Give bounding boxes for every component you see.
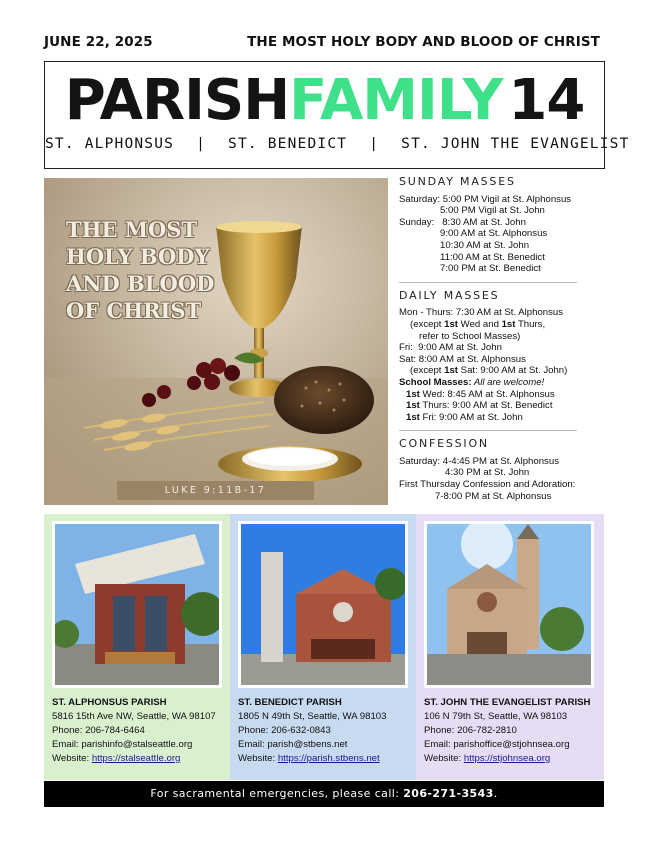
parish-email: Email: parish@stbens.net [238,739,348,750]
emergency-phone: 206-271-3543 [403,787,494,800]
hero-image [44,178,388,505]
website-label: Website: [424,753,464,764]
confession-row: 4:30 PM at St. John [445,467,530,479]
st-john-photo [424,521,594,688]
footer-end: . [493,787,498,800]
daily-bold: 1st [406,388,420,400]
top-line [44,34,600,50]
daily-row: Fri: 9:00 AM at St. John [399,342,502,354]
sunday-row: 9:00 AM at St. Alphonsus [440,228,548,240]
school-text: Wed: 8:45 AM at St. Alphonsus [419,388,555,400]
website-label: Website: [52,753,92,764]
parish-website-link[interactable]: https://parish.stbens.net [277,753,380,764]
school-row [399,412,577,424]
parish-email: Email: parishinfo@stalseattle.org [52,739,193,750]
parish-phone: Phone: 206-632-0843 [238,725,331,736]
daily-bold: 1st [444,365,459,377]
school-masses-row [399,377,577,389]
daily-bold: 1st [406,411,420,423]
parish-name: ST. ALPHONSUS PARISH [52,697,167,708]
masthead-separator: | [369,136,380,152]
confession-row: Saturday: 4-4:45 PM at St. Alphonsus [399,455,559,467]
parish-website-link[interactable]: https://stalseattle.org [91,753,181,764]
emergency-footer [44,781,604,807]
daily-text: Wed and [458,318,502,330]
school-masses-note: All are welcome! [471,376,545,388]
parish-address: 106 N 79th St, Seattle, WA 98103 [424,711,568,722]
parish-address: 5816 15th Ave NW, Seattle, WA 98107 [52,711,216,722]
masthead-title-parish: PARISH [64,68,290,133]
daily-bold: 1st [406,400,420,412]
confession-row: 7-8:00 PM at St. Alphonsus [435,490,552,502]
website-label: Website: [238,753,278,764]
parish-website-row [52,752,226,766]
daily-text: Sat: 9:00 AM at St. John) [458,365,568,377]
parish-info [424,696,600,766]
daily-row [399,365,577,377]
sunday-row: 10:30 AM at St. John [440,239,530,251]
parish-card-st-alphonsus [44,514,230,780]
daily-text: (except [410,318,445,330]
sunday-row: Sunday: 8:30 AM at St. John [399,216,526,228]
parish-card-st-benedict [230,514,416,780]
parish-card-st-john [416,514,604,780]
sunday-row: 5:00 PM Vigil at St. John [440,205,545,217]
masthead-parish-3: ST. JOHN THE EVANGELIST [401,136,630,152]
school-text: Thurs: 9:00 AM at St. Benedict [419,400,553,412]
daily-row: refer to School Masses) [419,330,521,342]
st-alphonsus-photo [52,521,222,688]
parish-info [238,696,412,766]
daily-text: (except [410,365,445,377]
parish-address: 1805 N 49th St, Seattle, WA 98103 [238,711,387,722]
sunday-row: 11:00 AM at St. Benedict [440,251,545,263]
parish-phone: Phone: 206-784-6464 [52,725,145,736]
masthead-title [45,69,604,133]
parish-website-row [424,752,600,766]
masthead-parish-list [45,136,630,152]
divider [399,282,577,283]
parish-info [52,696,226,766]
masthead [44,61,630,169]
daily-bold: 1st [444,318,459,330]
parish-website-link[interactable]: https://stjohnsea.org [463,753,551,764]
masthead-parish-2: ST. BENEDICT [228,136,348,152]
masthead-title-family: FAMILY [289,68,503,133]
feast-title: THE MOST HOLY BODY AND BLOOD OF CHRIST [247,34,600,50]
masthead-title-number: 14 [508,68,585,133]
footer-text: For sacramental emergencies, please call: [150,787,404,800]
school-masses-label: School Masses: [399,376,472,388]
school-text: Fri: 9:00 AM at St. John [419,411,523,423]
school-row [399,400,577,412]
daily-row [399,319,577,331]
masthead-parish-1: ST. ALPHONSUS [45,136,175,152]
daily-bold: 1st [501,318,516,330]
daily-row: Sat: 8:00 AM at St. Alphonsus [399,353,526,365]
sunday-row: Saturday: 5:00 PM Vigil at St. Alphonsus [399,193,572,205]
sunday-masses-heading: SUNDAY MASSES [399,175,516,188]
divider [399,430,577,431]
bulletin-date: JUNE 22, 2025 [44,34,153,50]
mass-schedule [399,176,577,502]
st-benedict-photo [238,521,408,688]
hero-title: THE MOST HOLY BODY AND BLOOD OF CHRIST [66,217,215,323]
confession-heading: CONFESSION [399,437,489,451]
daily-text: Thurs, [515,318,546,330]
school-row [399,389,577,401]
parish-name: ST. JOHN THE EVANGELIST PARISH [424,697,591,708]
parish-website-row [238,752,412,766]
parish-email: Email: parishoffice@stjohnsea.org [424,739,570,750]
parish-name: ST. BENEDICT PARISH [238,697,342,708]
daily-row: Mon - Thurs: 7:30 AM at St. Alphonsus [399,307,564,319]
sunday-row: 7:00 PM at St. Benedict [440,263,541,275]
masthead-separator: | [196,136,207,152]
confession-row: First Thursday Confession and Adoration: [399,479,576,491]
scripture-reference: LUKE 9:11B-17 [117,481,314,500]
parish-phone: Phone: 206-782-2810 [424,725,517,736]
daily-masses-heading: DAILY MASSES [399,288,500,302]
